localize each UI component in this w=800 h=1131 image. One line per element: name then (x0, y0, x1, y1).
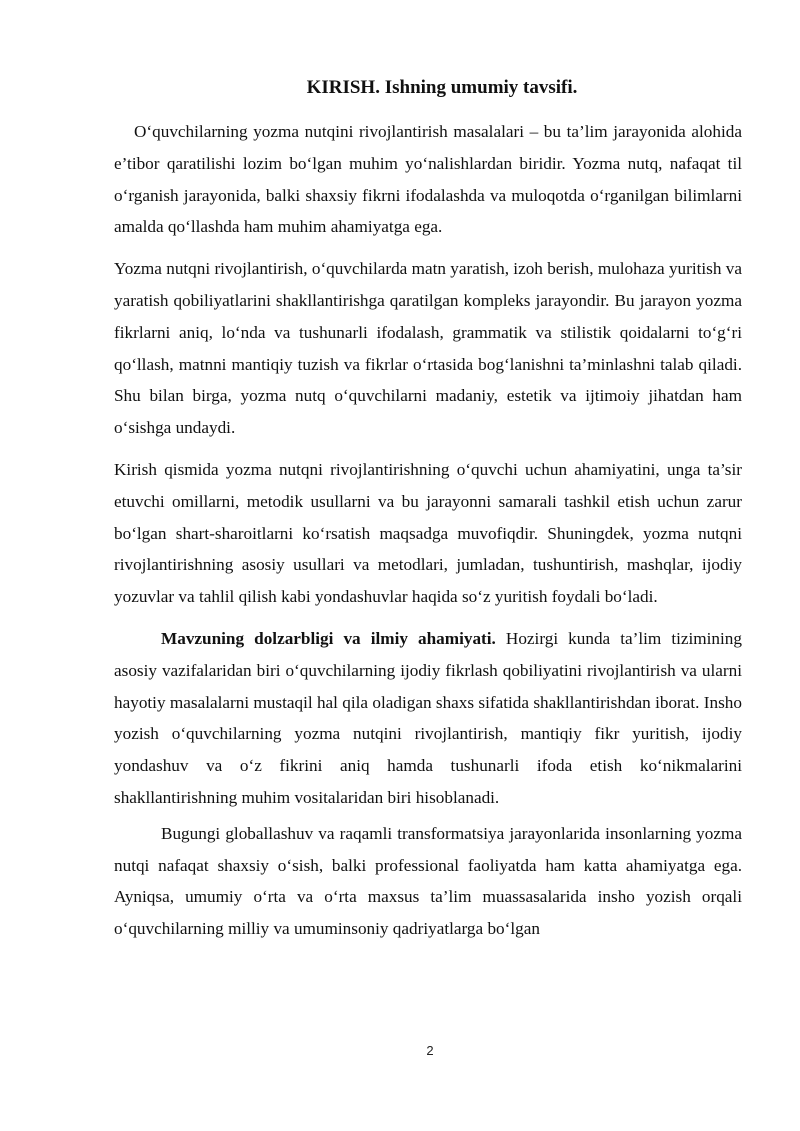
paragraph-3: Kirish qismida yozma nutqni rivojlantirishning o‘quvchi uchun ahamiyatini, unga ta’sir etuvchi omillarni, metodik usullarni va bu jarayonni samarali tashkil etish uchun zarur bo‘lgan shart-sharoitlarni ko‘rsatish maqsadga muvofiqdir. Shuningdek, yozma nutqni rivojlantirishning asosiy usullari va metodlari, jumladan, tushuntirish, mashqlar, ijodiy yozuvlar va tahlil qilish kabi yondashuvlar haqida so‘z yuritish foydali bo‘ladi. (114, 459, 742, 607)
document-page (114, 72, 742, 955)
paragraph-1: O‘quvchilarning yozma nutqini rivojlantirish masalalari – bu ta’lim jarayonida alohida e’tibor qaratilishi lozim bo‘lgan muhim yo‘nalishlardan biridir. Yozma nutq, nafaqat til o‘rganish jarayonida, balki shaxsiy fikrni ifodalashda va muloqotda o‘rganilgan bilimlarni amalda qo‘llashda ham muhim ahamiyatga ega. (114, 122, 742, 237)
paragraph-4-body: Hozirgi kunda ta’lim tizimining asosiy vazifalaridan biri o‘quvchilarning ijodiy fikrlash qobiliyatini rivojlantirish va ularni hayotiy masalalarni mustaqil hal qila oladigan shaxs sifatida shakllantirishdan iborat. Insho yozish o‘quvchilarning yozma nutqini rivojlantirish, mantiqiy fikr yuritish, ijodiy yondashuv va o‘z fikrini aniq hamda tushunarli ifoda etish ko‘nikmalarini shakllantirishning muhim vositalaridan biri hisoblanadi. (114, 628, 742, 807)
page-number: 2 (426, 1043, 434, 1058)
paragraph-2: Yozma nutqni rivojlantirish, o‘quvchilarda matn yaratish, izoh berish, mulohaza yuritish va yaratish qobiliyatlarini shakllantirishga qaratilgan kompleks jarayondir. Bu jarayon yozma fikrlarni aniq, lo‘nda va tushunarli ifodalash, grammatik va stilistik qoidalarni to‘g‘ri qo‘llash, matnni mantiqiy tuzish va fikrlar o‘rtasida bog‘lanishni ta’minlashni talab qiladi. Shu bilan birga, yozma nutq o‘quvchilarni madaniy, estetik va ijtimoiy jihatdan ham o‘sishga undaydi. (114, 259, 742, 438)
paragraph-5: Bugungi globallashuv va raqamli transformatsiya jarayonlarida insonlarning yozma nutqi nafaqat shaxsiy o‘sish, balki professional faoliyatda ham katta ahamiyatga ega. Ayniqsa, umumiy o‘rta va o‘rta maxsus ta’lim muassasalarida insho yozish orqali o‘quvchilarning milliy va umuminsoniy qadriyatlarga bo‘lgan (114, 823, 742, 939)
page-title: KIRISH. Ishning umumiy tavsifi. (306, 77, 578, 98)
paragraph-4 (114, 623, 742, 814)
section-lead-heading: Mavzuning dolzarbligi va ilmiy ahamiyati. (161, 628, 496, 648)
